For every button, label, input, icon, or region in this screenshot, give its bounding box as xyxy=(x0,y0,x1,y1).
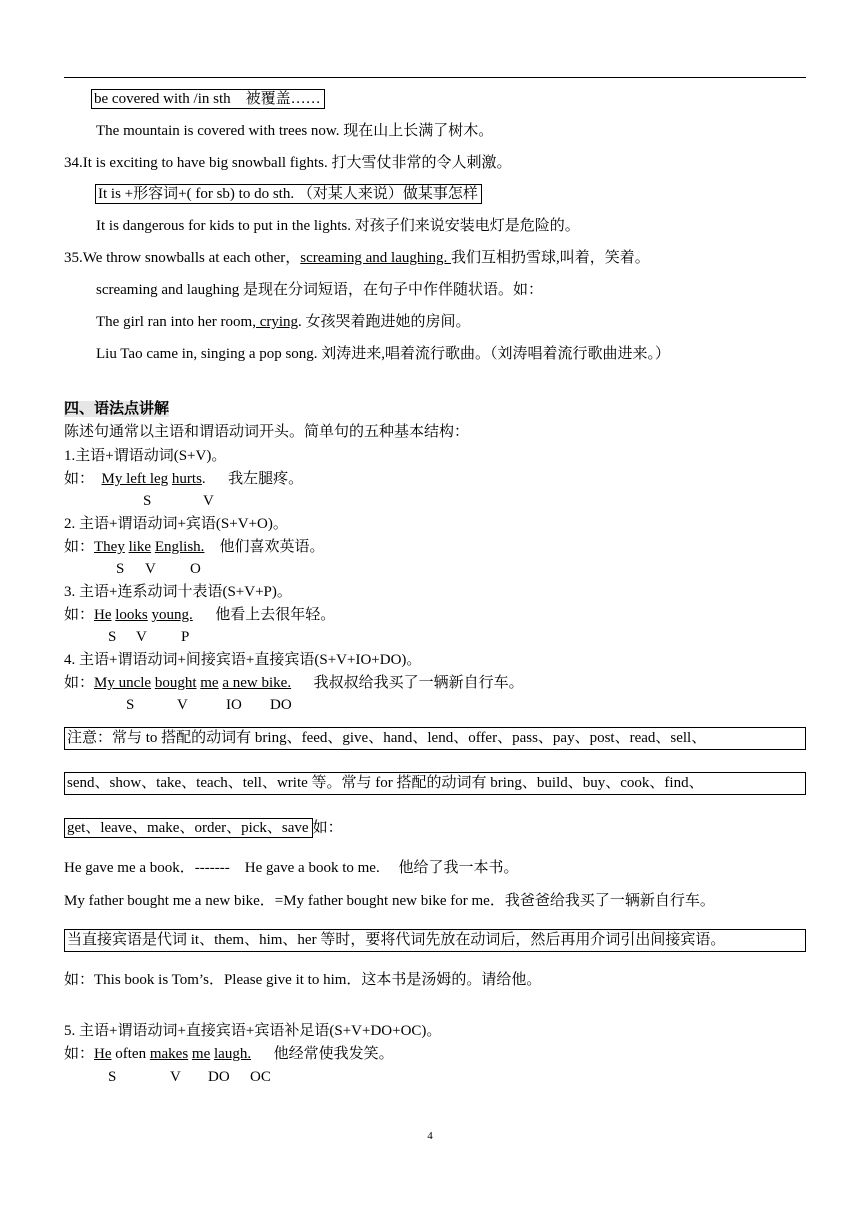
label-v: V xyxy=(136,629,147,645)
item-35: 35.We throw snowballs at each other，screaming and laughing. 我们互相扔雪球,叫着，笑着。 xyxy=(64,250,650,266)
example-2: 如：They like English. 他们喜欢英语。 xyxy=(64,539,325,555)
item-34: 34.It is exciting to have big snowball fights. 打大雪仗非常的令人刺激。 xyxy=(64,155,512,171)
header-rule xyxy=(64,77,806,78)
explanation-participle: screaming and laughing 是现在分词短语，在句子中作伴随状语。如： xyxy=(96,282,544,298)
example-5: 如：He often makes me laugh. 他经常使我发笑。 xyxy=(64,1046,394,1062)
label-p: P xyxy=(181,629,190,645)
note-box-3: get、leave、make、order、pick、save 如： xyxy=(64,818,343,838)
note-box-1: 注意：常与 to 搭配的动词有 bring、feed、give、hand、lend、offer、pass、pay、post、read、sell、 xyxy=(64,727,806,750)
page-number: 4 xyxy=(427,1130,433,1142)
phrase-box-it-is: It is +形容词+( for sb) to do sth. （对某人来说）做某事怎样 xyxy=(95,184,482,204)
label-v: V xyxy=(145,561,156,577)
label-do: DO xyxy=(270,697,292,713)
label-oc: OC xyxy=(250,1069,271,1085)
note-box-2: send、show、take、teach、tell、write 等。常与 for 搭配的动词有 bring、build、buy、cook、find、 xyxy=(64,772,806,795)
label-s: S xyxy=(116,561,125,577)
label-v: V xyxy=(170,1069,181,1085)
grammar-intro: 陈述句通常以主语和谓语动词开头。简单句的五种基本结构： xyxy=(64,424,470,440)
note-box-4: 当直接宾语是代词 it、them、him、her 等时，要将代词先放在动词后，然后再用介词引出间接宾语。 xyxy=(64,929,806,952)
example-bought: My father bought me a new bike．=My father bought new bike for me．我爸爸给我买了一辆新自行车。 xyxy=(64,893,715,909)
example-tom: 如：This book is Tom’s．Please give it to him．这本书是汤姆的。请给他。 xyxy=(64,972,542,988)
label-do: DO xyxy=(208,1069,230,1085)
label-s: S xyxy=(108,1069,117,1085)
label-v: V xyxy=(177,697,188,713)
example-girl: The girl ran into her room, crying. 女孩哭着跑进她的房间。 xyxy=(96,314,471,330)
label-o: O xyxy=(190,561,201,577)
label-io: IO xyxy=(226,697,242,713)
phrase-box-covered: be covered with /in sth 被覆盖…… xyxy=(91,89,325,109)
example-4: 如：My uncle bought me a new bike. 我叔叔给我买了一辆新自行车。 xyxy=(64,675,524,691)
section-heading: 四、语法点讲解 xyxy=(64,401,170,417)
pattern-5: 5. 主语+谓语动词+直接宾语+宾语补足语(S+V+DO+OC)。 xyxy=(64,1023,442,1039)
example-gave: He gave me a book．------- He gave a book to me. 他给了我一本书。 xyxy=(64,860,519,876)
label-v: V xyxy=(203,493,214,509)
pattern-2: 2. 主语+谓语动词+宾语(S+V+O)。 xyxy=(64,516,288,532)
example-mountain: The mountain is covered with trees now. 现在山上长满了树木。 xyxy=(96,123,494,139)
label-s: S xyxy=(126,697,135,713)
pattern-1: 1.主语+谓语动词(S+V)。 xyxy=(64,448,227,464)
example-3: 如：He looks young. 他看上去很年轻。 xyxy=(64,607,336,623)
example-liu-tao: Liu Tao came in, singing a pop song. 刘涛进来,唱着流行歌曲。（刘涛唱着流行歌曲进来。） xyxy=(96,346,671,362)
label-s: S xyxy=(143,493,152,509)
example-dangerous: It is dangerous for kids to put in the lights. 对孩子们来说安装电灯是危险的。 xyxy=(96,218,580,234)
label-s: S xyxy=(108,629,117,645)
pattern-3: 3. 主语+连系动词十表语(S+V+P)。 xyxy=(64,584,292,600)
pattern-4: 4. 主语+谓语动词+间接宾语+直接宾语(S+V+IO+DO)。 xyxy=(64,652,422,668)
example-1: 如： My left leg hurts. 我左腿疼。 xyxy=(64,471,304,487)
